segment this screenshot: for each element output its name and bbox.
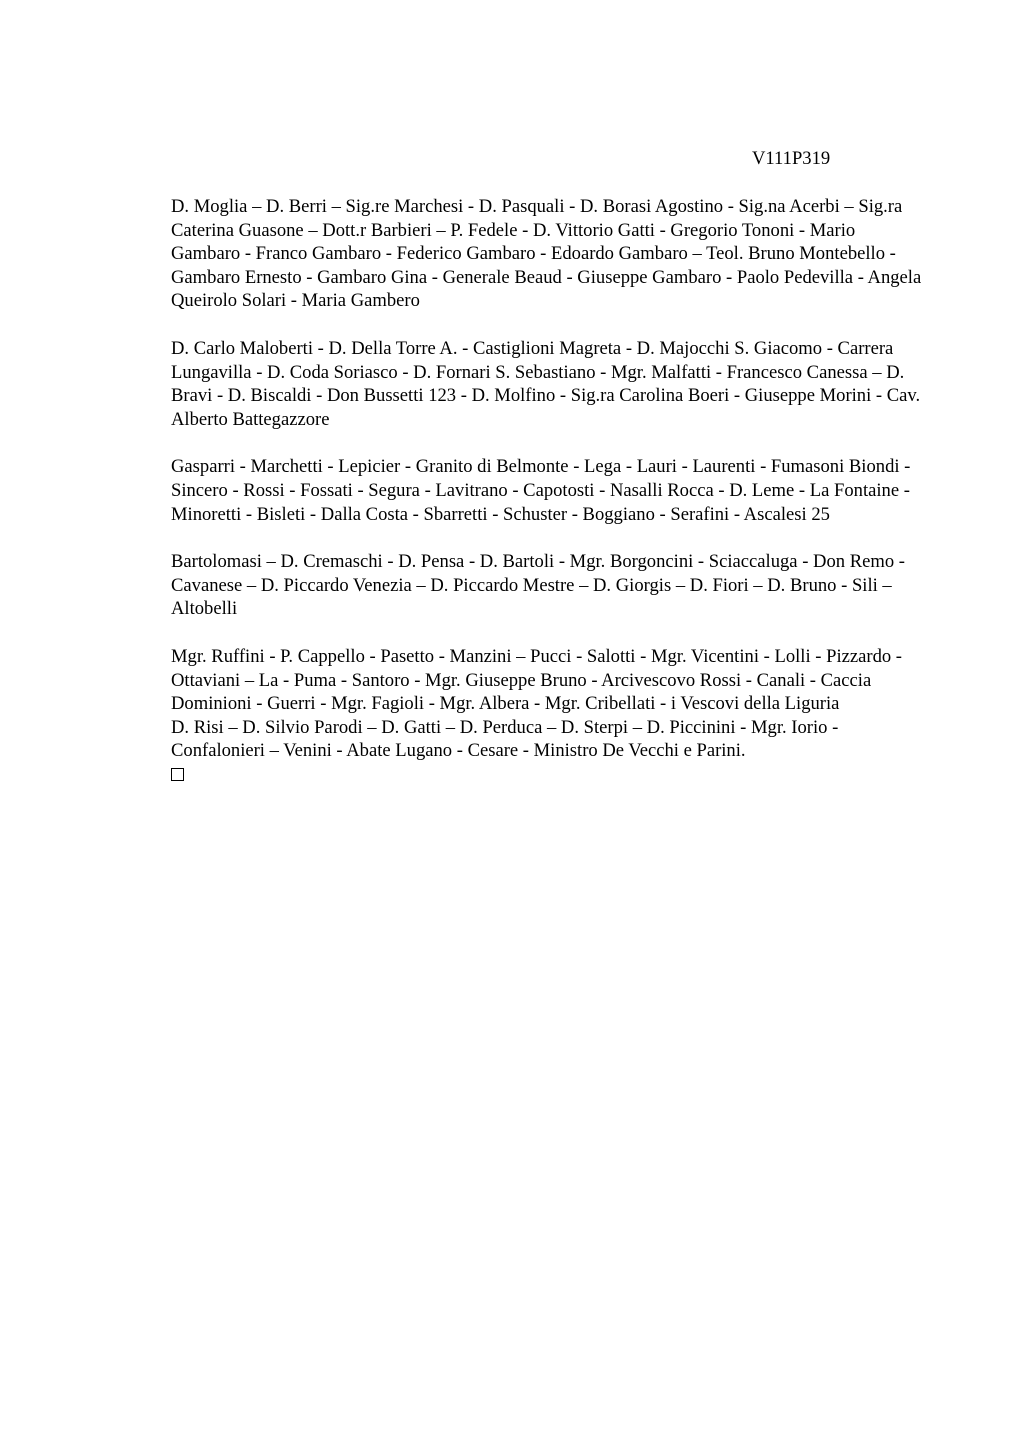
paragraph-4: Bartolomasi – D. Cremaschi - D. Pensa - D. Bartoli - Mgr. Borgoncini - Sciaccaluga - Don Remo - Cavanese – D. Piccardo Venezia – D. Piccardo Mestre – D. Giorgis – D. Fiori – D. Bruno - Sili – Altobelli: [171, 551, 905, 620]
square-outline-icon: [171, 768, 184, 781]
document-body: [171, 195, 929, 781]
paragraph-5: Mgr. Ruffini - P. Cappello - Pasetto - Manzini – Pucci - Salotti - Mgr. Vicentini - Lolli - Pizzardo - Ottaviani – La - Puma - Santoro - Mgr. Giuseppe Bruno - Arcivescovo Rossi - Canali - Caccia Dominioni - Guerri - Mgr. Fagioli - Mgr. Albera - Mgr. Cribellati - i Vescovi della Liguria: [171, 645, 903, 715]
paragraph-2: D. Carlo Maloberti - D. Della Torre A. - Castiglioni Magreta - D. Majocchi S. Giacomo - Carrera Lungavilla - D. Coda Soriasco - D. Fornari S. Sebastiano - Mgr. Malfatti - Francesco Canessa – D. Bravi - D. Biscaldi - Don Bussetti 123 - D. Molfino - Sig.ra Carolina Boeri - Giuseppe Morini - Cav. Alberto Battegazzore: [171, 337, 921, 430]
paragraph-1: D. Moglia – D. Berri – Sig.re Marchesi - D. Pasquali - D. Borasi Agostino - Sig.na Acerbi – Sig.ra Caterina Guasone – Dott.r Barbieri – P. Fedele - D. Vittorio Gatti - Gregorio Tononi - Mario Gambaro - Franco Gambaro - Federico Gambaro - Edoardo Gambaro – Teol. Bruno Montebello - Gambaro Ernesto - Gambaro Gina - Generale Beaud - Giuseppe Gambaro - Paolo Pedevilla - Angela Queirolo Solari - Maria Gambero: [171, 196, 922, 312]
page-code: V111P319: [752, 148, 831, 169]
paragraph-3: Gasparri - Marchetti - Lepicier - Granito di Belmonte - Lega - Lauri - Laurenti - Fumasoni Biondi - Sincero - Rossi - Fossati - Segura - Lavitrano - Capotosti - Nasalli Rocca - D. Leme - La Fontaine - Minoretti - Bisleti - Dalla Costa - Sbarretti - Schuster - Boggiano - Serafini - Ascalesi 25: [171, 456, 911, 525]
paragraph-6: D. Risi – D. Silvio Parodi – D. Gatti – D. Perduca – D. Sterpi – D. Piccinini - Mgr. Iorio - Confalonieri – Venini - Abate Lugano - Cesare - Ministro De Vecchi e Parini.: [171, 716, 839, 762]
